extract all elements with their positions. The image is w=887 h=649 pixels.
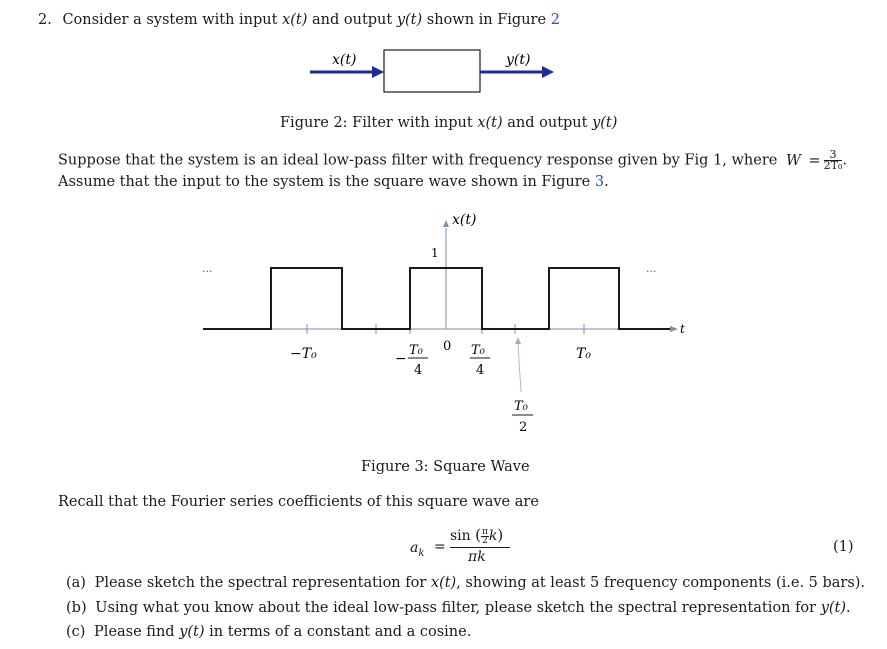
label-pos-quarter-num: T₀ xyxy=(471,343,485,358)
paragraph-period-1: . xyxy=(842,152,848,169)
equation-lhs: a xyxy=(410,540,419,556)
t-axis-label: t xyxy=(680,322,685,336)
ellipsis-left: ... xyxy=(202,262,213,275)
part-b xyxy=(66,600,851,616)
w-symbol: W xyxy=(785,152,801,169)
part-b-text-end: . xyxy=(846,600,851,616)
x-symbol: x(t) xyxy=(282,12,308,28)
paragraph-text-1: Suppose that the system is an ideal low-pass filter with frequency response given by Fig 1, where xyxy=(58,152,778,169)
figure-2-caption-x: x(t) xyxy=(477,115,503,131)
part-a xyxy=(66,575,865,591)
part-b-text: Using what you know about the ideal low-pass filter, please sketch the spectral representation for xyxy=(95,600,821,616)
square-wave-signal xyxy=(203,268,670,329)
figure-3-link[interactable]: 3 xyxy=(594,174,605,190)
equation-numerator: sin ( $\frac{\pi}{2}$ k) xyxy=(450,526,504,546)
part-c-label: (c) xyxy=(66,624,86,640)
y-axis-label: x(t) xyxy=(452,212,477,228)
equation-equals: = xyxy=(434,539,446,555)
question-text-c: shown in Figure xyxy=(422,12,551,28)
label-half-den: 2 xyxy=(519,420,528,435)
part-c-symbol: y(t) xyxy=(179,624,205,640)
paragraph-period-2: . xyxy=(604,174,609,190)
w-equals: = xyxy=(808,152,821,169)
label-neg-quarter-den: 4 xyxy=(414,363,423,378)
part-c-text-end: in terms of a constant and a cosine. xyxy=(204,624,472,640)
part-a-label: (a) xyxy=(66,575,86,591)
equation-arg-fraction xyxy=(481,528,489,545)
t-axis-arrow xyxy=(670,326,678,332)
figure-2-caption-y: y(t) xyxy=(592,115,618,131)
part-a-text: Please sketch the spectral representation for xyxy=(94,575,431,591)
equation-arg-den: 2 xyxy=(482,535,488,546)
equation-sin: sin xyxy=(450,528,471,544)
part-c-text: Please find xyxy=(94,624,180,640)
y-symbol: y(t) xyxy=(396,12,423,28)
label-half-num: T₀ xyxy=(514,399,528,414)
output-label: y(t) xyxy=(506,52,531,68)
figure-2-caption-a: Figure 2: Filter with input xyxy=(280,115,478,131)
figure-2-link[interactable]: 2 xyxy=(550,12,560,28)
part-b-label: (b) xyxy=(66,600,87,616)
question-text-a: Consider a system with input xyxy=(62,12,283,28)
paragraph-text-2: Assume that the input to the system is the square wave shown in Figure xyxy=(58,174,595,190)
label-neg-quarter-num: T₀ xyxy=(409,343,423,358)
part-c xyxy=(66,624,471,640)
part-a-text-end: , showing at least 5 frequency components (i.e. 5 bars). xyxy=(456,575,866,591)
figure-3-caption: Figure 3: Square Wave xyxy=(361,459,530,475)
equation-arg-num: π xyxy=(482,526,488,537)
question-number: 2. xyxy=(38,12,52,28)
part-a-symbol: x(t) xyxy=(430,575,457,591)
amplitude-label: 1 xyxy=(431,246,439,260)
ellipsis-right: ... xyxy=(646,262,657,275)
label-neg-quarter-sign: − xyxy=(395,351,407,367)
equation-arg-k: k xyxy=(488,528,498,544)
equation-lhs-sub: k xyxy=(418,547,425,559)
figure-2-caption-b: and output xyxy=(502,115,593,131)
part-b-symbol: y(t) xyxy=(820,600,847,616)
label-neg-T0: −T₀ xyxy=(290,346,317,362)
half-period-callout-head xyxy=(515,337,521,344)
equation-fraction-bar xyxy=(450,547,510,548)
input-label: x(t) xyxy=(332,52,357,68)
label-T0: T₀ xyxy=(576,346,591,362)
y-axis-arrow xyxy=(443,220,449,227)
w-fraction-num: 3 xyxy=(824,150,843,161)
equation-number: (1) xyxy=(833,539,854,555)
recall-text: Recall that the Fourier series coefficients of this square wave are xyxy=(58,494,539,510)
label-zero: 0 xyxy=(443,339,452,354)
half-period-callout xyxy=(518,344,521,392)
label-pos-quarter-den: 4 xyxy=(476,363,485,378)
question-text-b: and output xyxy=(307,12,397,28)
equation-denominator: πk xyxy=(468,549,486,565)
w-fraction-den: 2T₀ xyxy=(823,159,843,172)
